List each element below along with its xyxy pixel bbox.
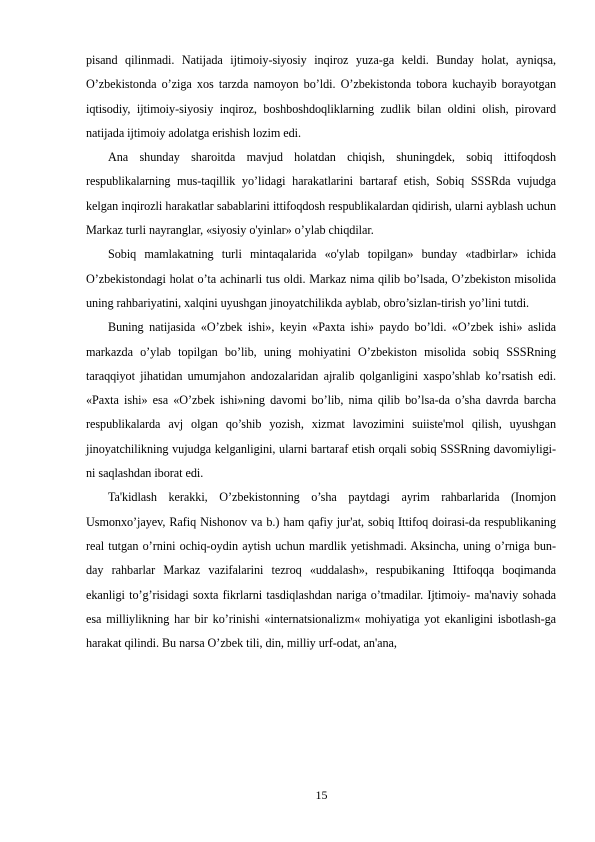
page-number: 15 [315, 788, 328, 802]
paragraph-1: pisand qilinmadi. Natijada ijtimoiy-siyosiy inqiroz yuza-ga keldi. Bunday holat, ayniqsa, O’zbekistonda o’ziga xos tarzda namoyon bo’ldi. O’zbekistonda tobora kuchayib borayotgan iqtisodiy, ijtimoiy-siyosiy inqiroz, boshboshdoqliklarning zudlik bilan oldini olish, pirovard natijada ijtimoiy adolatga erishish lozim edi. [86, 53, 556, 140]
paragraph-2: Ana shunday sharoitda mavjud holatdan chiqish, shuningdek, sobiq ittifoqdosh respublikalarning mus-taqillik yo’lidagi harakatlarini bartaraf etish, Sobiq SSSRda vujudga kelgan inqirozli harakatlar sabablarini ittifoqdosh respublikalardan qidirish, ularni ayblash uchun Markaz turli nayranglar, «siyosiy o'yinlar» o’ylab chiqdilar. [86, 150, 556, 238]
paragraph-5: Ta'kidlash kerakki, O’zbekistonning o’sha paytdagi ayrim rahbarlarida (Inomjon Usmonxo’jayev, Rafiq Nishonov va b.) ham qafiy jur'at, sobiq Ittifoq doirasi-da respublikaning real tutgan o’rnini ochiq-oydin aytish uchun mardlik yetishmadi. Aksincha, uning o’rniga bun-day rahbarlar Markaz vazifalarini tezroq «uddalash», respubikaning Ittifoqqa boqimanda ekanligi to’g’risidagi soxta fikrlarni tasdiqlashdan nariga o’tmadilar. Ijtimoiy- ma'naviy sohada esa milliylikning har bir ko’rinishi «internatsionalizm« mohiyatiga yot ekanligini isbotlash-ga harakat qilindi. Bu narsa O’zbek tili, din, milliy urf-odat, an'ana, [86, 490, 556, 651]
document-page [86, 48, 556, 655]
paragraph-4: Buning natijasida «O’zbek ishi», keyin «Paxta ishi» paydo bo’ldi. «O’zbek ishi» aslida markazda o’ylab topilgan bo’lib, uning mohiyatini O’zbekiston misolida sobiq SSSRning taraqqiyot jihatidan umumjahon andozalaridan ajralib qolganligini xaspo’shlab ko’rsatish edi. «Paxta ishi» esa «O’zbek ishi»ning davomi bo’lib, nima qilib bo’lsa-da o’sha davrda barcha respublikalarda avj olgan qo’shib yozish, xizmat lavozimini suiiste'mol qilish, uyushgan jinoyatchilikning vujudga kelganligini, ularni bartaraf etish orqali sobiq SSSRning davomiyligi-ni saqlashdan iborat edi. [86, 320, 556, 481]
paragraph-3: Sobiq mamlakatning turli mintaqalarida «o'ylab topilgan» bunday «tadbirlar» ichida O’zbekistondagi holat o’ta achinarli tus oldi. Markaz nima qilib bo’lsada, O’zbekiston misolida uning rahbariyatini, xalqini uyushgan jinoyatchilikda ayblab, obro’sizlan-tirish yo’lini tutdi. [86, 247, 556, 310]
